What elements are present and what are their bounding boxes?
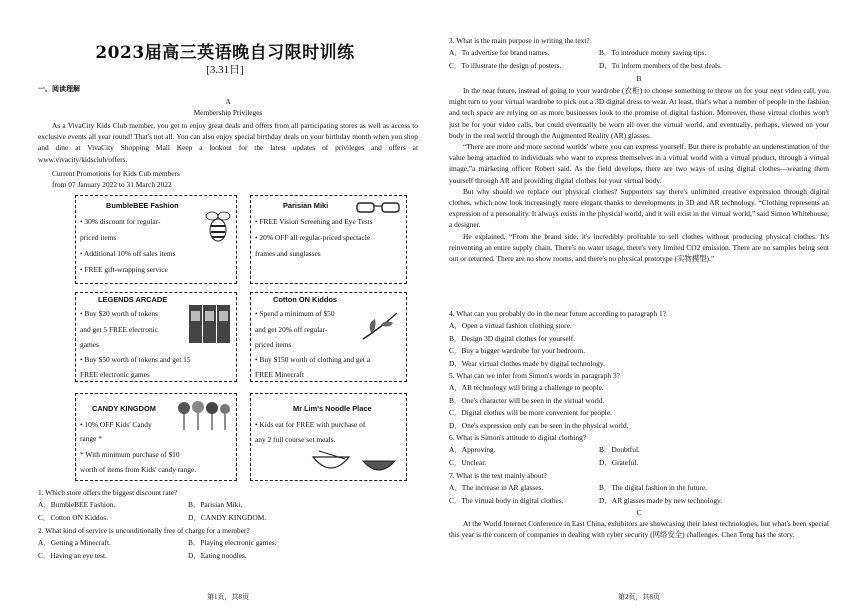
promo-dates: from 07 January 2022 to 31 March 2022 — [52, 180, 172, 189]
promo-item: priced items — [80, 233, 117, 242]
option: B．Parisian Miki. — [188, 500, 243, 510]
promo-item: • Buy $50 worth of tokens and get 15 — [80, 355, 191, 364]
promo-item: any 2 full course set meals. — [255, 435, 336, 444]
passage-a-header — [38, 96, 418, 118]
promo-item: FREE Minecraft — [255, 370, 305, 379]
option: A．BumbleBEE Fashion. — [38, 500, 116, 510]
promo-item: range * — [80, 434, 102, 443]
plant-illustration — [359, 309, 401, 343]
promo-item: FREE electronic games — [80, 370, 150, 379]
promo-item: • 10% OFF Kids' Candy — [80, 420, 152, 429]
promo-item: • 20% OFF all regular-priced spectacle — [255, 233, 371, 242]
option-row — [449, 482, 829, 495]
noodle-bowls-illustration — [309, 449, 401, 477]
question-text: 5. What can we infer from Simon's words in paragraph 3? — [449, 371, 620, 381]
option-row — [449, 457, 829, 470]
promo-item: • Additional 10% off sales items — [80, 249, 176, 258]
option: D．CANDY KINGDOM. — [188, 513, 267, 522]
promo-mr-lims-noodle-place — [250, 393, 407, 481]
option: A．The increase in AR glasses. — [449, 483, 544, 493]
option: C．Buy a bigger wardrobe for your bedroom. — [449, 346, 586, 356]
option: C．Having an eye test. — [38, 550, 107, 560]
option: D．AR glasses made by new technology. — [599, 495, 723, 505]
promo-item: • Kids eat for FREE with purchase of — [255, 420, 366, 429]
option: B．One's character will be seen in the virtual world. — [449, 395, 605, 405]
promo-parisian-miki — [250, 195, 407, 284]
promo-item: • FREE Vision Screening and Eye Tests — [255, 217, 373, 226]
arcade-machines-illustration — [188, 301, 232, 345]
store-name: BumbleBEE Fashion — [106, 201, 179, 210]
section-heading: 一、阅读理解 — [38, 85, 80, 93]
option-row — [38, 550, 418, 563]
store-name: Parisian Miki — [283, 201, 329, 210]
option: A．Open a virtual fashion clothing store. — [449, 321, 572, 331]
bee-illustration — [204, 206, 232, 246]
promo-cotton-on-kiddos — [250, 292, 407, 382]
option: B．To introduce money saving tips. — [599, 48, 707, 58]
option-row — [449, 495, 829, 508]
option-row — [38, 512, 418, 525]
option: C．Cotton ON Kiddos. — [38, 513, 109, 522]
promo-legends-arcade — [75, 292, 237, 382]
option: B．Doubtful. — [599, 445, 640, 455]
passage-a-title: Membership Privileges — [193, 108, 263, 117]
question-text: 4. What can you probably do in the near future according to paragraph 1? — [449, 309, 666, 318]
passage-b-paragraph: In the near future, instead of going to your wardrobe (衣柜) to choose something to throw on for your next video call, you might turn to your virtual wardrobe to pick out a 3D digital dress to wear. At least, that's what a number of people in the fashion and tech space are relying on as more businesses look to the promise of digital fashion. Moreover, those virtual clothes won't just be for your video calls, but could eventually be worn all over the virtual world, and eventually, perhaps, viewed on your body in the real world through the Augmented Reality (AR) glasses. — [449, 86, 829, 140]
question-text: 2. What kind of service is unconditionally free of charge for a member? — [38, 525, 250, 535]
option-row — [38, 537, 418, 550]
page-footer-right: 第2页，共8页 — [618, 593, 660, 601]
option: B．Design 3D digital clothes for yourself. — [449, 333, 576, 343]
promo-item: priced items — [255, 340, 292, 349]
option: D．To inform members of the best deals. — [599, 61, 722, 70]
passage-a-intro: As a VivaCity Kids Club member, you get to enjoy great deals and offers from all participating stores as well as access to exclusive events all year round! That's not all. You can also enjoy special birthday deals on your birthday month when you shop and dine at VivaCity Shopping Mall Keep a lookout for the latest updates of privileges and offers at www.vivacity/kidsclub/offers. — [38, 121, 418, 164]
promo-item: and get 20% off regular- — [255, 325, 328, 334]
promo-bumblebee — [75, 195, 237, 284]
option: C．Digital clothes will be more convenient for people. — [449, 408, 612, 418]
passage-c-paragraph: At the World Internet Conference in East China, exhibitors are showcasing their latest technologies, but what's been special this year is the concern of companies in dealing with cyber security (网络安全) challenges. Chen Tong has the story. — [449, 519, 829, 540]
option: B．The digital fashion in the future. — [599, 483, 707, 493]
store-name: Mr Lim's Noodle Place — [293, 404, 372, 413]
store-name: LEGENDS ARCADE — [98, 295, 168, 304]
question-3 — [449, 35, 829, 73]
store-name: Cotton ON Kiddos — [273, 295, 338, 304]
option: D．Wear virtual clothes made by digital technology. — [449, 358, 605, 368]
promo-item: worth of items from Kids' candy range. — [80, 465, 197, 474]
passage-b-body — [449, 85, 829, 264]
promo-item: games — [80, 340, 99, 349]
option-row — [38, 499, 418, 512]
promo-item: • 30% discount for regular- — [80, 217, 161, 226]
promo-item: and get 5 FREE electronic — [80, 325, 158, 334]
document-title: 2023届高三英语晚自习限时训练 — [95, 43, 355, 63]
option-row — [449, 60, 829, 73]
option-row — [449, 47, 829, 60]
option: D．One's expression only can be seen in the physical world. — [449, 420, 629, 430]
passage-label-b: B — [636, 74, 642, 83]
promo-item: • Buy $20 worth of tokens — [80, 309, 158, 318]
page-footer-left: 第1页，共8页 — [207, 593, 249, 601]
option: A．Getting a Minecraft. — [38, 538, 111, 547]
option: D．Eating noodles. — [188, 550, 247, 560]
lollipops-illustration — [176, 400, 232, 432]
questions-passage-b — [449, 308, 829, 541]
passage-label-c: C — [636, 508, 642, 518]
passage-b-paragraph: He explained, “From the brand side, it's incredibly profitable to sell clothes without producing physical clothes. It's reinventing an entire supply chain. There's no water usage, there's very limited CO2 emission. There are no samples being sent out or returned. There are no show rooms, and there's no physical prototype (实物模型).” — [449, 231, 829, 264]
option: D．Grateful. — [599, 458, 639, 468]
option: A．AR technology will bring a challenge to people. — [449, 383, 604, 393]
question-text: 1. Which store offers the biggest discount rate? — [38, 488, 178, 497]
question-text: 6. What is Simon's attitude to digital clothing? — [449, 433, 587, 443]
promo-item: • Spend a minimum of $50 — [255, 309, 335, 318]
promo-candy-kingdom — [75, 393, 237, 481]
passage-b-paragraph: “There are more and more second worlds' where you can express yourself. But there is probably an underestimation of the value being attached to individuals who want to express themselves in a virtual world with a virtual product, through a virtual image,”a marketing officer Robert said. As the field develops, there are two ways of using digital clothes—wearing them yourself through AR and providing digital clothes for your virtual body. — [449, 142, 829, 185]
glasses-illustration — [355, 200, 403, 214]
promo-item: • FREE gift-wrapping service — [80, 265, 168, 274]
promo-item: frames and sunglasses — [255, 249, 321, 258]
option: C．To illustrate the design of posters. — [449, 61, 562, 70]
document-date: [3.31日] — [206, 64, 244, 76]
option: A．Approving. — [449, 445, 496, 455]
option-row — [449, 444, 829, 457]
questions-passage-a — [38, 487, 418, 562]
promo-heading: Current Promotions for Kids Cub members — [52, 169, 180, 178]
option: A．To advertise for brand names. — [449, 48, 550, 58]
passage-label-a: A — [225, 97, 231, 106]
right-column — [449, 0, 829, 609]
option: C．Unclear. — [449, 458, 487, 468]
promo-item: * With minimum purchase of $10 — [80, 450, 180, 459]
option: C．The virtual body in digital clothes. — [449, 495, 564, 505]
option: B．Playing electronic games. — [188, 538, 277, 547]
passage-b-paragraph: But why should we replace our physical clothes? Supporters say there's unlimited creative expression through digital clothes, which now look increasingly more elegant thanks to developments in 3D and AR technology. “Clothing represents an expression of a personality. It always exists in the physical world, and it will exist in the virtual world,” said Simon Whitehouse, a designer. — [449, 186, 829, 230]
question-text: 7. What is the text mainly about? — [449, 470, 547, 480]
question-text: 3. What is the main purpose in writing the text? — [449, 36, 590, 45]
store-name: CANDY KINGDOM — [92, 404, 156, 413]
promo-item: • Buy $150 worth of clothing and get a — [255, 355, 371, 364]
